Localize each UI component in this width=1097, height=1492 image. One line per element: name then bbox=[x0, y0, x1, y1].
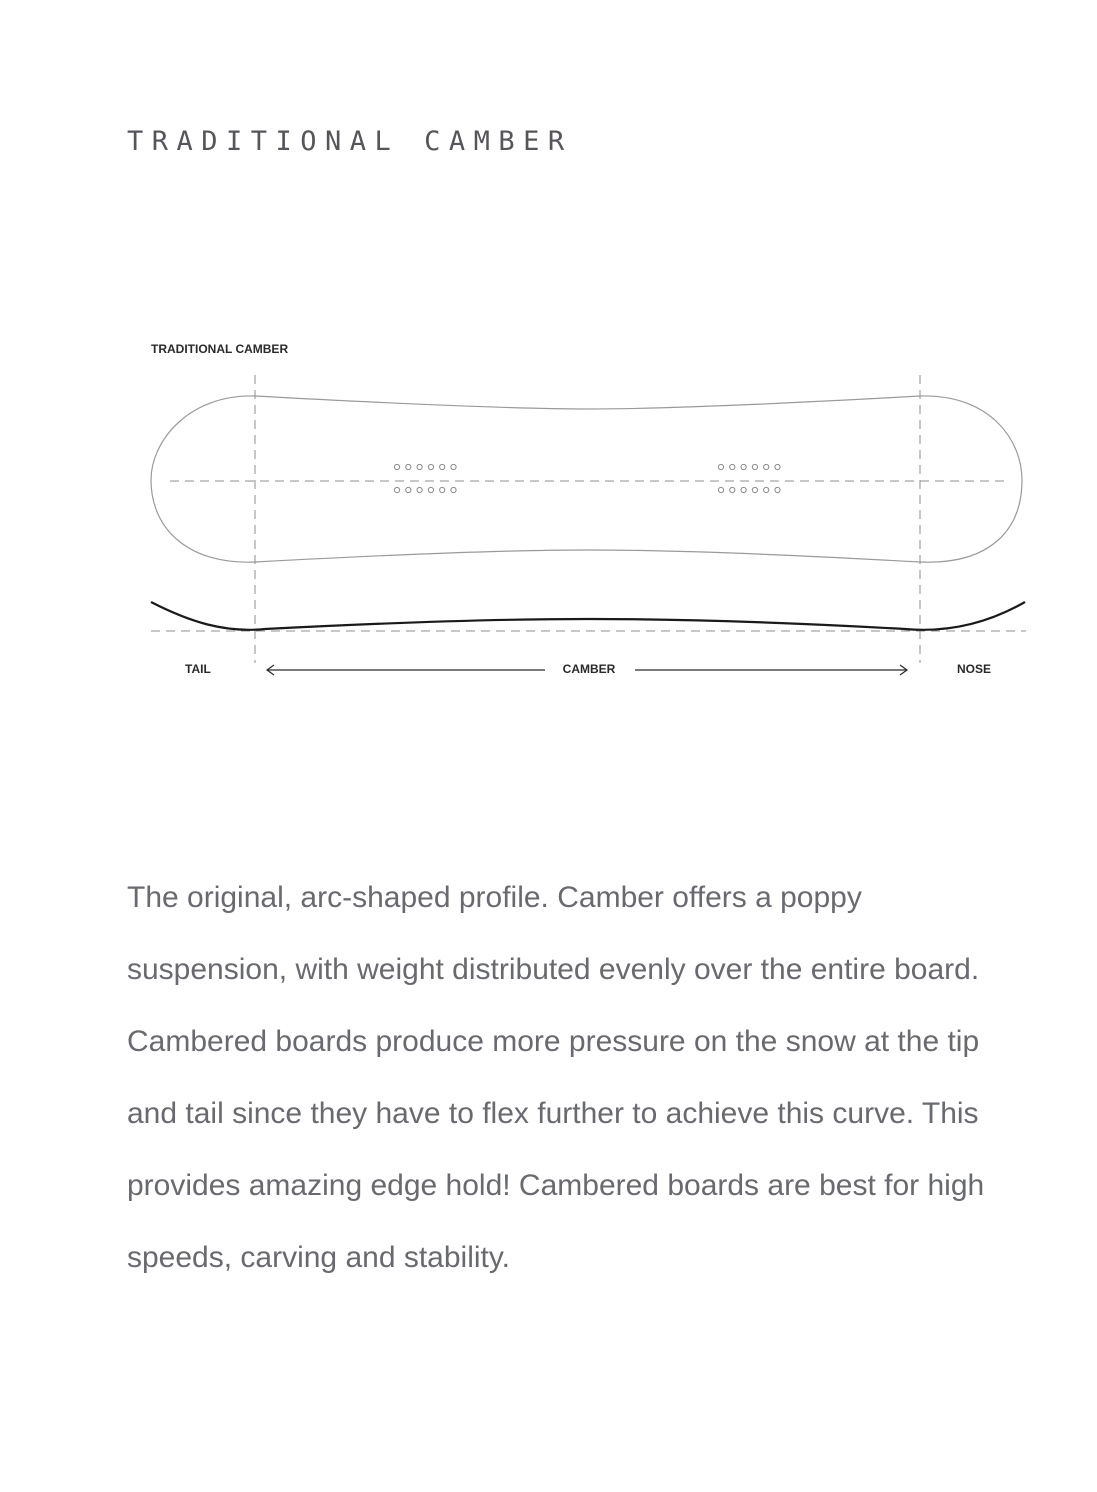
description-line: provides amazing edge hold! Cambered boards are best for high bbox=[127, 1169, 985, 1202]
binding-insert-hole bbox=[440, 487, 445, 492]
camber-arrow-left bbox=[267, 665, 545, 675]
description-line: Cambered boards produce more pressure on the snow at the tip bbox=[127, 1025, 980, 1058]
binding-insert-hole bbox=[752, 487, 757, 492]
binding-insert-hole bbox=[406, 464, 411, 469]
binding-insert-hole bbox=[428, 487, 433, 492]
description-line: suspension, with weight distributed evenly over the entire board. bbox=[127, 953, 980, 986]
binding-insert-hole bbox=[440, 464, 445, 469]
binding-insert-hole bbox=[451, 487, 456, 492]
binding-insert-hole bbox=[741, 487, 746, 492]
board-side-profile bbox=[151, 602, 1025, 630]
description-line: and tail since they have to flex further to achieve this curve. This bbox=[127, 1097, 979, 1130]
page-title: TRADITIONAL CAMBER bbox=[127, 126, 573, 157]
description-line: The original, arc-shaped profile. Camber offers a poppy bbox=[127, 881, 862, 914]
label-nose: NOSE bbox=[957, 662, 992, 676]
board-outline bbox=[151, 396, 1022, 562]
diagram-title: TRADITIONAL CAMBER bbox=[151, 342, 289, 356]
binding-insert-hole bbox=[428, 464, 433, 469]
binding-insert-hole bbox=[752, 464, 757, 469]
label-tail: TAIL bbox=[185, 662, 211, 676]
camber-arrow-right bbox=[635, 665, 907, 675]
label-camber: CAMBER bbox=[562, 662, 616, 676]
binding-insert-hole bbox=[764, 487, 769, 492]
binding-insert-hole bbox=[417, 464, 422, 469]
binding-insert-hole bbox=[775, 487, 780, 492]
tail-binding-inserts bbox=[394, 464, 456, 492]
binding-insert-hole bbox=[394, 487, 399, 492]
binding-insert-hole bbox=[730, 487, 735, 492]
binding-insert-hole bbox=[741, 464, 746, 469]
binding-insert-hole bbox=[730, 464, 735, 469]
binding-insert-hole bbox=[764, 464, 769, 469]
binding-insert-hole bbox=[718, 487, 723, 492]
binding-insert-hole bbox=[394, 464, 399, 469]
nose-binding-inserts bbox=[718, 464, 780, 492]
binding-insert-hole bbox=[406, 487, 411, 492]
binding-insert-hole bbox=[417, 487, 422, 492]
binding-insert-hole bbox=[718, 464, 723, 469]
binding-insert-hole bbox=[775, 464, 780, 469]
description-line: speeds, carving and stability. bbox=[127, 1241, 510, 1274]
binding-insert-hole bbox=[451, 464, 456, 469]
description-text bbox=[127, 862, 1057, 1294]
